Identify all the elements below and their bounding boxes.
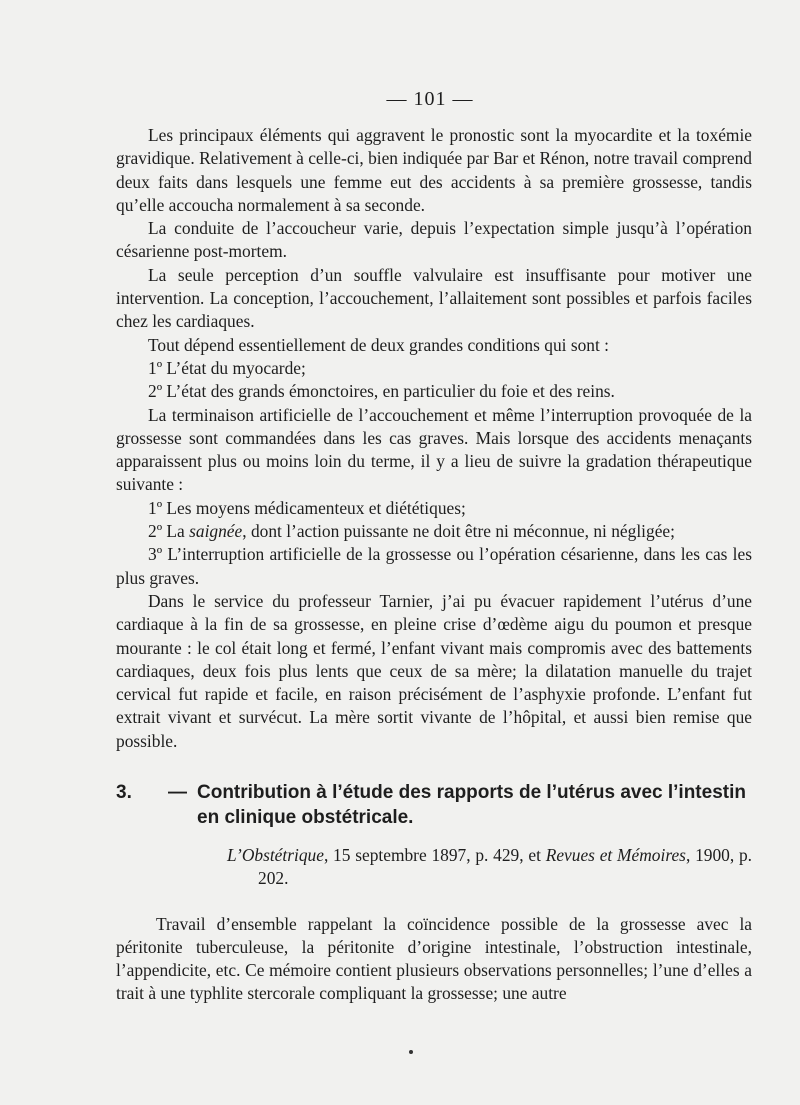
citation-part2: , 1900, p. 202. bbox=[258, 845, 753, 889]
section-body bbox=[116, 913, 752, 1006]
list-item-emonctoires: 2º L’état des grands émonctoires, en particulier du foie et des reins. bbox=[148, 381, 615, 402]
paragraph-terminaison: La terminaison artificielle de l’accouchement et même l’interruption provoquée de la grossesse sont commandées dans les cas graves. Mais lorsque des accidents menaçants apparaissent plus ou moins loin du terme, il y a lieu de suivre la gradation thérapeutique suivante : bbox=[116, 404, 752, 495]
saignee-prefix: 2º La bbox=[148, 521, 190, 542]
section-3 bbox=[116, 780, 752, 1006]
print-speck bbox=[409, 1050, 413, 1054]
page-number: — 101 — bbox=[386, 88, 474, 110]
section-number: 3. bbox=[116, 782, 132, 803]
paragraph-conduct: La conduite de l’accoucheur varie, depuis l’expectation simple jusqu’à l’opération césarienne post-mortem. bbox=[116, 218, 752, 262]
list-item-myocarde: 1º L’état du myocarde; bbox=[148, 357, 306, 378]
section-heading bbox=[116, 780, 752, 830]
main-text bbox=[116, 124, 752, 753]
saignee-emphasis: saignée bbox=[189, 521, 243, 542]
section-citation bbox=[116, 844, 752, 891]
list-item-moyens: 1º Les moyens médicamenteux et diététiques; bbox=[148, 497, 466, 518]
citation-part1: , 15 septembre 1897, p. 429, et bbox=[323, 845, 546, 865]
citation-journal2: Revues et Mémoires bbox=[545, 845, 686, 865]
section-title: Contribution à l’étude des rapports de l’utérus avec l’intestin en clinique obstétricale. bbox=[197, 782, 746, 828]
paragraph-souffle: La seule perception d’un souffle valvulaire est insuffisante pour motiver une intervention. La conception, l’accouchement, l’allaitement sont possibles et parfois faciles chez les cardiaques. bbox=[116, 264, 752, 332]
list-item-saignee bbox=[116, 520, 752, 543]
paragraph-section-text: Travail d’ensemble rappelant la coïncidence possible de la grossesse avec la péritonite tuberculeuse, la péritonite d’origine intestinale, l’obstruction intestinale, l’appendicite, etc. Ce mémoire contient plusieurs observations personnelles; l’une d’elles a trait à une typhlite stercorale compliquant la grossesse; une autre bbox=[116, 913, 752, 1004]
paragraph-tarnier-case: Dans le service du professeur Tarnier, j’ai pu évacuer rapidement l’utérus d’une cardiaque à la fin de sa grossesse, en pleine crise d’œdème aigu du poumon et presque mourante : le col était long et fermé, l’enfant vivant mais compromis avec des battements cardiaques, deux fois plus lents que ceux de sa mère; la dilatation manuelle du trajet cervical fut rapide et facile, en raison précisément de l’asphyxie profonde. L’enfant fut extrait vivant et survécut. La mère sortit vivante de l’hôpital, et aussi bien remise que possible. bbox=[116, 590, 752, 751]
paragraph-conditions: Tout dépend essentiellement de deux grandes conditions qui sont : bbox=[148, 334, 609, 355]
paragraph-complications: Les principaux éléments qui aggravent le pronostic sont la myocardite et la toxémie gravidique. Relativement à celle-ci, bien indiquée par Bar et Rénon, notre travail comprend deux faits dans lesquels une femme eut des accidents à sa première grossesse, tandis qu’elle accoucha normalement à sa seconde. bbox=[116, 125, 752, 215]
section-dash: — bbox=[168, 782, 187, 803]
list-item-interruption: 3º L’interruption artificielle de la grossesse ou l’opération césarienne, dans les cas les plus graves. bbox=[116, 544, 752, 588]
saignee-suffix: , dont l’action puissante ne doit être ni méconnue, ni négligée; bbox=[242, 521, 675, 542]
citation-journal: L’Obstétrique bbox=[227, 845, 324, 865]
